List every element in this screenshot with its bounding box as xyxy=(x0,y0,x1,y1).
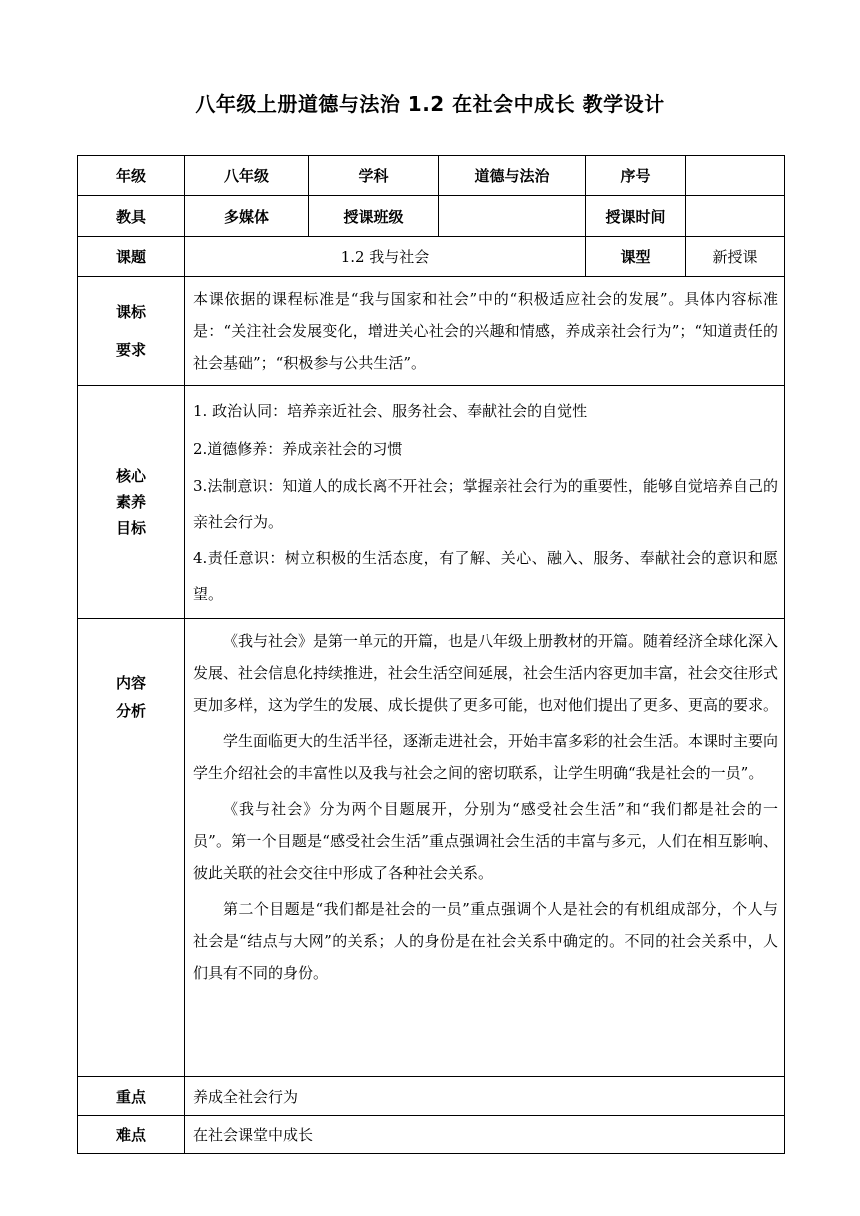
core-goal-item: 1. 政治认同：培养亲近社会、服务社会、奉献社会的自觉性 xyxy=(193,402,588,420)
time-label: 授课时间 xyxy=(586,196,686,237)
standard-text: 本课依据的课程标准是“我与国家和社会”中的“积极适应社会的发展”。具体内容标准是：“关注社会发展变化，增进关心社会的兴趣和情感，养成亲社会行为”；“知道责任的社会基础”；“积极参与公共生活”。 xyxy=(185,277,785,386)
table-row-key xyxy=(78,1077,785,1116)
document-title: 八年级上册道德与法治 1.2 在社会中成长 教学设计 xyxy=(195,92,665,116)
table-row-grade xyxy=(78,156,785,196)
class-label: 授课班级 xyxy=(309,196,439,237)
difficult-point-value: 在社会课堂中成长 xyxy=(185,1116,785,1154)
core-label-line: 素养 xyxy=(115,493,146,511)
difficult-point-label: 难点 xyxy=(78,1116,185,1154)
table-row-tools xyxy=(78,196,785,237)
table-row-topic xyxy=(78,237,785,277)
lesson-type-label: 课型 xyxy=(586,237,686,277)
tools-value: 多媒体 xyxy=(185,196,309,237)
topic-label: 课题 xyxy=(78,237,185,277)
sequence-value xyxy=(686,156,785,196)
subject-label: 学科 xyxy=(309,156,439,196)
analysis-label-line: 分析 xyxy=(115,702,146,720)
core-goal-item: 2.道德修养：养成亲社会的习惯 xyxy=(193,440,403,458)
standard-label xyxy=(78,277,185,386)
grade-value: 八年级 xyxy=(185,156,309,196)
table-row-analysis xyxy=(78,619,785,1077)
analysis-paragraph: 《我与社会》是第一单元的开篇，也是八年级上册教材的开篇。随着经济全球化深入发展、社会信息化持续推进，社会生活空间延展，社会生活内容更加丰富，社会交往形式更加多样，这为学生的发展、成长提供了更多可能，也对他们提出了更多、更高的要求。 xyxy=(193,632,779,714)
core-goal-item: 4.责任意识：树立积极的生活态度，有了解、关心、融入、服务、奉献社会的意识和愿望。 xyxy=(193,549,778,603)
key-point-value: 养成全社会行为 xyxy=(185,1077,785,1116)
key-point-label: 重点 xyxy=(78,1077,185,1116)
sequence-label: 序号 xyxy=(586,156,686,196)
analysis-text xyxy=(185,619,785,1077)
topic-value: 1.2 我与社会 xyxy=(185,237,586,277)
core-goal-item: 3.法制意识：知道人的成长离不开社会；掌握亲社会行为的重要性，能够自觉培养自己的亲社会行为。 xyxy=(193,477,778,531)
subject-value: 道德与法治 xyxy=(439,156,586,196)
analysis-label-line: 内容 xyxy=(115,674,146,692)
lesson-plan-table xyxy=(77,155,785,1154)
time-value xyxy=(686,196,785,237)
core-goals xyxy=(185,386,785,619)
grade-label: 年级 xyxy=(78,156,185,196)
lesson-type-value: 新授课 xyxy=(686,237,785,277)
class-value xyxy=(439,196,586,237)
tools-label: 教具 xyxy=(78,196,185,237)
analysis-label xyxy=(78,619,185,1077)
core-label-line: 目标 xyxy=(115,519,146,537)
table-row-core xyxy=(78,386,785,619)
table-row-standard xyxy=(78,277,785,386)
table-row-difficult xyxy=(78,1116,785,1154)
standard-label-line: 要求 xyxy=(115,341,146,359)
analysis-paragraph: 学生面临更大的生活半径，逐渐走进社会，开始丰富多彩的社会生活。本课时主要向学生介绍社会的丰富性以及我与社会之间的密切联系，让学生明确“我是社会的一员”。 xyxy=(193,732,779,782)
analysis-paragraph: 第二个目题是“我们都是社会的一员”重点强调个人是社会的有机组成部分，个人与社会是“结点与大网”的关系；人的身份是在社会关系中确定的。不同的社会关系中，人们具有不同的身份。 xyxy=(193,900,778,982)
standard-label-line: 课标 xyxy=(115,303,146,321)
core-label-line: 核心 xyxy=(115,467,146,485)
core-label xyxy=(78,386,185,619)
analysis-paragraph: 《我与社会》分为两个目题展开，分别为“感受社会生活”和“我们都是社会的一员”。第一个目题是“感受社会生活”重点强调社会生活的丰富与多元，人们在相互影响、彼此关联的社会交往中形成了各种社会关系。 xyxy=(193,800,778,882)
